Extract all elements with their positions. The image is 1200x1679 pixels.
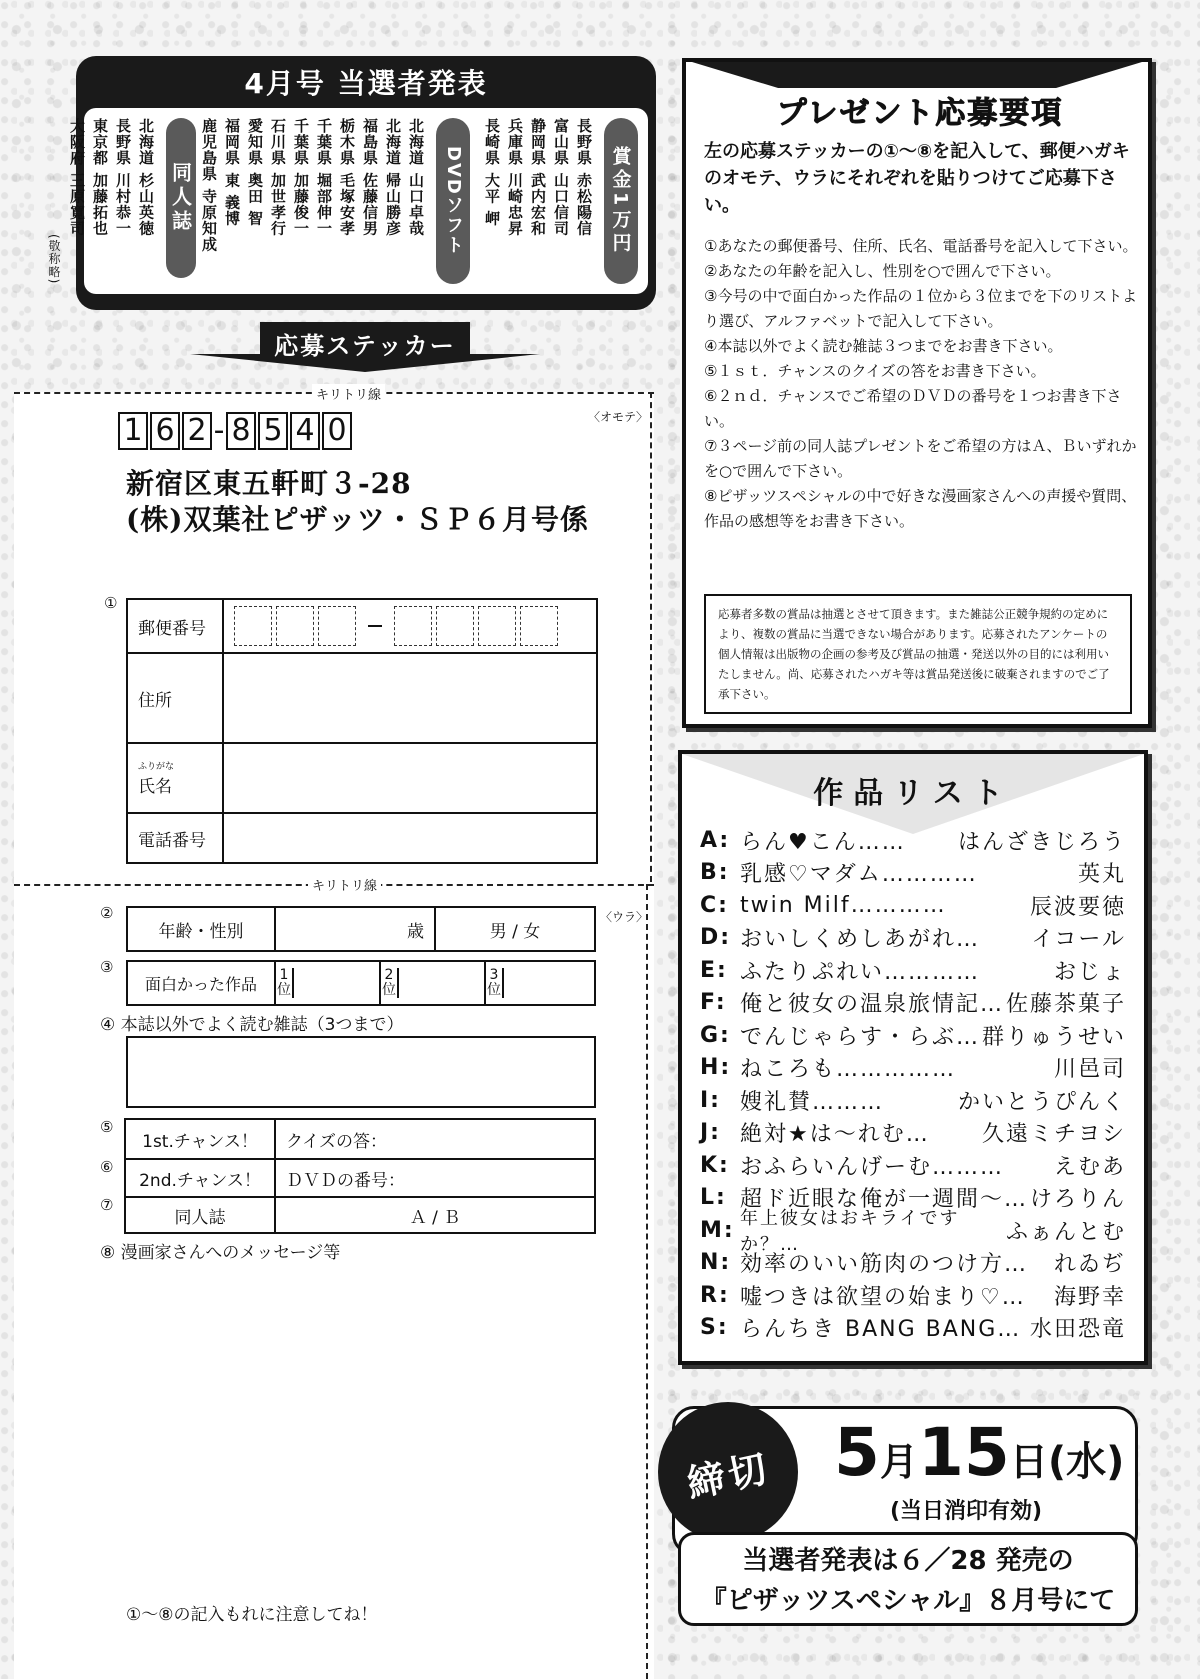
deadline-label: 締切 xyxy=(683,1445,775,1506)
winners-cat-cash: 賞金1万円 xyxy=(604,118,638,284)
works-title: 作品リスト xyxy=(813,776,1013,811)
age-form xyxy=(126,906,596,952)
postal-box[interactable] xyxy=(318,606,356,646)
winners-cash-names xyxy=(481,118,594,284)
address-line-2: (株)双葉社ピザッツ・ＳＰ６月号係 xyxy=(126,503,589,536)
winner-name: 東京都 加藤拓也 xyxy=(91,118,109,237)
gender-select[interactable]: 男 / 女 xyxy=(435,907,595,951)
guide-item: ②あなたの年齢を記入し、性別を○で囲んで下さい。 xyxy=(704,262,1061,280)
name-input[interactable] xyxy=(223,743,597,813)
deadline-day: 15 xyxy=(917,1414,1010,1491)
announce-line-1: 当選者発表は６／28 発売の xyxy=(742,1546,1074,1576)
winner-name: 石川県 加世孝行 xyxy=(269,118,287,237)
guide-item: ③今号の中で面白かった作品の１位から３位までを下のリストより選び、アルファベットで記入して下さい。 xyxy=(704,287,1138,330)
work-item: B: 乳感♡マダム………… 英丸 xyxy=(700,860,1126,888)
rank2-cell[interactable] xyxy=(380,961,485,1005)
contact-form xyxy=(126,598,598,864)
phone-label: 電話番号 xyxy=(127,813,223,863)
work-item: A: らん♥こん…… はんざきじろう xyxy=(700,827,1126,855)
num-6: ⑥ xyxy=(100,1158,114,1176)
winner-name: 福岡県 東 義博 xyxy=(223,118,241,227)
rank3-label: 3位 xyxy=(486,968,504,998)
guide-item: ⑧ピザッツスペシャルの中で好きな漫画家さんへの声援や質問、作品の感想等をお書き下さい。 xyxy=(704,487,1137,530)
front-label: 〈オモテ〉 xyxy=(588,410,649,424)
postal-digit: 2 xyxy=(182,412,212,450)
deadline-day-unit: 日 xyxy=(1009,1440,1048,1484)
work-item: S: らんちき BANG BANG… 水田恐竜 xyxy=(700,1315,1126,1343)
phone-input[interactable] xyxy=(223,813,597,863)
postal-box[interactable] xyxy=(520,606,558,646)
chance1-label: 1st.チャンス！ xyxy=(125,1119,275,1159)
guide-item: ⑥２ｎｄ．チャンスでご希望のＤＶＤの番号を１つお書き下さい。 xyxy=(704,387,1122,430)
address-label: 住所 xyxy=(127,653,223,743)
postal-code xyxy=(118,412,352,450)
work-item: K: おふらいんげーむ……… えむあ xyxy=(700,1152,1126,1180)
winners-honorific: (敬称略) xyxy=(47,233,61,284)
postal-box[interactable] xyxy=(394,606,432,646)
sticker-header: 応募ステッカー xyxy=(274,332,456,360)
guide-title: プレゼント応募要項 xyxy=(740,88,1100,132)
announce-box xyxy=(678,1532,1138,1626)
winners-cat-dvd: DVDソフト xyxy=(436,118,470,284)
magazines-label: ④ 本誌以外でよく読む雑誌（3つまで） xyxy=(100,1015,404,1035)
winner-name: 兵庫県 川崎忠昇 xyxy=(506,118,524,237)
winner-name: 大阪府 三原寛司 xyxy=(68,118,86,237)
work-item: G: でんじゃらす・らぶ… 群りゅうせい xyxy=(700,1022,1126,1050)
name-label: 氏名 xyxy=(138,777,172,797)
winner-name: 北海道 山口卓哉 xyxy=(407,118,425,237)
postal-digit: 8 xyxy=(226,412,256,450)
postal-digit: 1 xyxy=(118,412,148,450)
postal-box[interactable] xyxy=(234,606,272,646)
address-line-1: 新宿区東五軒町３-28 xyxy=(126,467,412,500)
work-item: M: 年上彼女はおキライですか？… ふぁんとむ xyxy=(700,1208,1126,1256)
chance2-label: 2nd.チャンス！ xyxy=(125,1159,275,1197)
note-text: ①～⑧の記入もれに注意してね！ xyxy=(126,1605,378,1625)
back-label: 〈ウラ〉 xyxy=(600,910,649,924)
postal-box[interactable] xyxy=(436,606,474,646)
work-item: N: 効率のいい筋肉のつけ方… れゐぢ xyxy=(700,1250,1126,1278)
magazines-input[interactable] xyxy=(126,1036,596,1108)
deadline-month-unit: 月 xyxy=(879,1440,918,1484)
work-item: D: おいしくめしあがれ… イコール xyxy=(700,925,1126,953)
age-unit: 歳 xyxy=(407,921,424,942)
work-item: J: 絶対★は～れむ… 久遠ミチヨシ xyxy=(700,1120,1126,1148)
guide-box xyxy=(682,58,1152,728)
winner-name: 長野県 赤松陽信 xyxy=(575,118,593,237)
name-label-cell xyxy=(127,743,223,813)
num-5: ⑤ xyxy=(100,1118,114,1136)
message-label: ⑧ 漫画家さんへのメッセージ等 xyxy=(100,1243,341,1263)
deadline-month: 5 xyxy=(834,1414,880,1491)
work-item: F: 俺と彼女の温泉旅情記… 佐藤茶菓子 xyxy=(700,990,1126,1018)
postal-digit: 0 xyxy=(322,412,352,450)
deadline-valid: (当日消印有効) xyxy=(890,1499,1043,1524)
work-item: C: twin Milf………… 辰波要徳 xyxy=(700,892,1126,920)
deadline-weekday: (水) xyxy=(1047,1439,1125,1485)
work-item: R: 嘘つきは欲望の始まり♡… 海野幸 xyxy=(700,1282,1126,1310)
favorites-form xyxy=(126,960,596,1006)
doujin-label: 同人誌 xyxy=(125,1197,275,1233)
num-7: ⑦ xyxy=(100,1196,114,1214)
winner-name: 栃木県 毛塚安孝 xyxy=(338,118,356,237)
chance2-input[interactable]: ＤＶＤの番号： xyxy=(275,1159,595,1197)
cut-line-right-bottom xyxy=(646,884,648,1679)
rank3-cell[interactable] xyxy=(485,961,595,1005)
postal-digit: 6 xyxy=(150,412,180,450)
work-item: E: ふたりぷれい………… おじょ xyxy=(700,957,1126,985)
doujin-select[interactable]: Ａ / Ｂ xyxy=(275,1197,595,1233)
num-1: ① xyxy=(104,594,118,612)
cut-line-label: キリトリ線 xyxy=(312,384,385,403)
postal-box[interactable] xyxy=(276,606,314,646)
postal-digit: 5 xyxy=(258,412,288,450)
winner-name: 千葉県 加藤俊一 xyxy=(292,118,310,237)
favorites-label: 面白かった作品 xyxy=(127,961,275,1005)
age-label: 年齢・性別 xyxy=(127,907,275,951)
guide-item: ④本誌以外でよく読む雑誌３つまでをお書き下さい。 xyxy=(704,337,1063,355)
winners-dvd-names xyxy=(198,118,426,284)
work-item: I: 嫂礼賛……… かいとうぴんく xyxy=(700,1087,1126,1115)
postal-hyphen: - xyxy=(213,413,225,448)
cut-line-label-2: キリトリ線 xyxy=(308,875,381,894)
chance1-input[interactable]: クイズの答： xyxy=(275,1119,595,1159)
message-input[interactable] xyxy=(120,1262,620,1592)
work-item: H: ねころも…………… 川邑司 xyxy=(700,1055,1126,1083)
postal-box[interactable] xyxy=(478,606,516,646)
winner-name: 北海道 帰山勝彦 xyxy=(384,118,402,237)
guide-intro: 左の応募ステッカーの①～⑧を記入して、郵便ハガキのオモテ、ウラにそれぞれを貼りつけてご応募下さい。 xyxy=(704,141,1130,216)
works-list xyxy=(700,824,1126,1344)
postal-label: 郵便番号 xyxy=(127,599,223,653)
deadline-date xyxy=(834,1414,1124,1491)
winner-name: 鹿児島県 寺原知成 xyxy=(200,118,218,253)
postal-digit: 4 xyxy=(290,412,320,450)
rank2-label: 2位 xyxy=(381,968,399,998)
deadline-badge xyxy=(658,1402,798,1542)
winners-doujin-names xyxy=(43,118,156,284)
winner-name: 静岡県 武内宏和 xyxy=(529,118,547,237)
winner-name: 北海道 杉山英徳 xyxy=(137,118,155,237)
num-3: ③ xyxy=(100,958,114,976)
winners-title: 4月号 当選者発表 xyxy=(244,67,488,100)
work-item: L: 超ド近眼な俺が一週間～… けろりん xyxy=(700,1185,1126,1213)
works-box xyxy=(678,750,1148,1365)
num-2: ② xyxy=(100,904,114,922)
winners-list xyxy=(47,108,648,294)
guide-item: ⑤１ｓｔ．チャンスのクイズの答をお書き下さい。 xyxy=(704,362,1046,380)
winner-name: 富山県 山口信司 xyxy=(552,118,570,237)
winners-cat-doujin: 同人誌 xyxy=(166,118,196,278)
guide-item: ⑦３ページ前の同人誌プレゼントをご希望の方はＡ、Ｂいずれかを○で囲んで下さい。 xyxy=(704,437,1137,480)
winner-name: 千葉県 堀部伸一 xyxy=(315,118,333,237)
guide-notice: 応募者多数の賞品は抽選とさせて頂きます。また雑誌公正競争規約の定めにより、複数の賞品に当選できない場合があります。応募されたアンケートの個人情報は出版物の企画の参考及び賞品の抽選・発送以外の目的には利用いたしません。尚、応募されたハガキ等は賞品発送後に破棄されますのでご了承下さい。 xyxy=(704,594,1132,714)
guide-item: ①あなたの郵便番号、住所、氏名、電話番号を記入して下さい。 xyxy=(704,237,1138,255)
winner-name: 長崎県 大平 岬 xyxy=(483,118,501,227)
furigana-label: ふりがな xyxy=(138,762,175,772)
announce-line-2: 『ピザッツスペシャル』８月号にて xyxy=(700,1586,1116,1616)
winner-name: 長野県 川村恭一 xyxy=(114,118,132,237)
winner-name: 福島県 佐藤信男 xyxy=(361,118,379,237)
guide-items xyxy=(704,234,1138,534)
postal-input[interactable] xyxy=(223,599,597,653)
age-input[interactable] xyxy=(275,907,435,951)
address-input[interactable] xyxy=(223,653,597,743)
winners-box xyxy=(47,56,656,310)
cut-line-right xyxy=(650,392,652,882)
chance-form xyxy=(124,1118,596,1234)
winner-name: 愛知県 奥田 智 xyxy=(246,118,264,227)
rank1-cell[interactable] xyxy=(275,961,380,1005)
rank1-label: 1位 xyxy=(276,968,294,998)
